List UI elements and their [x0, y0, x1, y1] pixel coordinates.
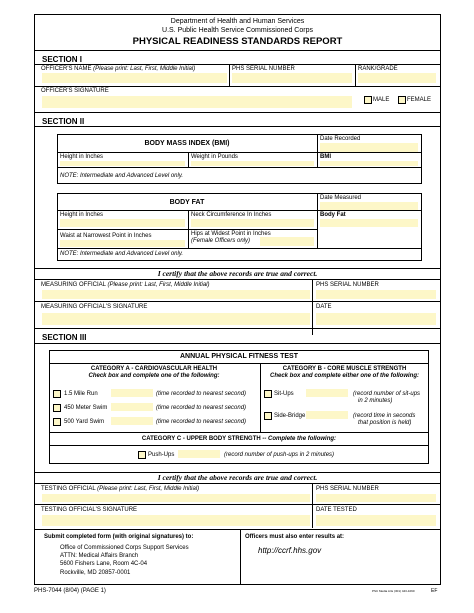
phs-serial-label: PHS SERIAL NUMBER — [232, 66, 295, 72]
run-label: 1.5 Mile Run — [64, 391, 98, 397]
date-tested-field[interactable] — [316, 515, 436, 526]
swim500-checkbox[interactable] — [53, 418, 61, 426]
waist-label: Waist at Narrowest Point in Inches — [60, 233, 152, 239]
sidebridge-label: Side-Bridge — [274, 413, 306, 419]
submit-label: Submit completed form (with original signatures) to: — [44, 534, 194, 540]
bmi-note: NOTE: Intermediate and Advanced Level only. — [60, 173, 184, 179]
officer-signature-label: OFFICER'S SIGNATURE — [41, 88, 109, 94]
ef-mark: EF — [431, 588, 438, 594]
testing-signature-label: TESTING OFFICIAL'S SIGNATURE — [41, 507, 138, 513]
corps-name: U.S. Public Health Service Commissioned Corps — [162, 27, 313, 34]
bmi-title: BODY MASS INDEX (BMI) — [144, 140, 230, 147]
bmi-date-label: Date Recorded — [320, 136, 361, 142]
swim450-time-field[interactable] — [111, 403, 153, 411]
bodyfat-note: NOTE: Intermediate and Advanced Level only. — [60, 251, 184, 257]
swim500-time-field[interactable] — [111, 417, 153, 425]
situps-hint-2: in 2 minutes) — [358, 398, 393, 404]
run-checkbox[interactable] — [53, 390, 61, 398]
hips-hint: (Female Officers only) — [191, 238, 251, 244]
submit-address-1: Office of Commissioned Corps Support Services — [60, 545, 189, 551]
section-3-heading: SECTION III — [42, 333, 87, 342]
bodyfat-label: Body Fat — [320, 212, 346, 218]
bmi-height-field[interactable] — [60, 161, 185, 166]
male-label: MALE — [373, 97, 390, 103]
testing-official-field[interactable] — [42, 494, 310, 502]
bodyfat-date-field[interactable] — [320, 202, 418, 210]
swim450-label: 450 Meter Swim — [64, 405, 108, 411]
online-label: Officers must also enter results at: — [245, 534, 345, 540]
neck-label: Neck Circumference In Inches — [191, 212, 272, 218]
testing-official-label: TESTING OFFICIAL (Please print: Last, First, Middle Initial) — [41, 486, 200, 492]
cat-b-sub: Check box and complete either one of the following: — [269, 373, 419, 379]
bodyfat-height-field[interactable] — [60, 219, 185, 227]
pushups-checkbox[interactable] — [138, 451, 146, 459]
bodyfat-field[interactable] — [320, 219, 418, 227]
sidebridge-hint-1: (record time in seconds — [353, 413, 416, 419]
situps-checkbox[interactable] — [264, 390, 272, 398]
officer-name-label: OFFICER'S NAME (Please print: Last, First, Middle Initial) — [41, 66, 196, 72]
situps-field[interactable] — [306, 389, 348, 397]
cat-a-title: CATEGORY A - CARDIOVASCULAR HEALTH — [90, 366, 218, 372]
measuring-phs-serial-label: PHS SERIAL NUMBER — [316, 282, 379, 288]
run-time-hint: (time recorded to nearest second) — [156, 391, 247, 397]
hips-field[interactable] — [260, 237, 314, 246]
sidebridge-field[interactable] — [306, 411, 348, 419]
submit-address-4: Rockville, MD 20857-0001 — [60, 570, 131, 576]
testing-signature-field[interactable] — [42, 515, 310, 526]
fitness-test-title: ANNUAL PHYSICAL FITNESS TEST — [180, 353, 298, 360]
cat-b-title: CATEGORY B - CORE MUSCLE STRENGTH — [282, 366, 407, 372]
swim500-time-hint: (time recorded to nearest second) — [156, 419, 247, 425]
measuring-signature-field[interactable] — [42, 313, 310, 325]
neck-field[interactable] — [191, 219, 314, 227]
run-time-field[interactable] — [111, 389, 153, 397]
officer-signature-field[interactable] — [42, 96, 352, 108]
measuring-date-label: DATE — [316, 304, 332, 310]
section-2-certify: I certify that the above records are true and correct. — [157, 269, 318, 278]
measuring-official-label: MEASURING OFFICIAL (Please print: Last, First, Middle Initial) — [41, 282, 210, 288]
section-3-certify: I certify that the above records are true and correct. — [157, 473, 318, 482]
page-title: PHYSICAL READINESS STANDARDS REPORT — [132, 36, 343, 47]
online-url[interactable]: http://ccrf.hhs.gov — [258, 546, 322, 555]
pushups-label: Push-Ups — [148, 452, 175, 458]
bodyfat-title: BODY FAT — [169, 199, 205, 206]
hips-label: Hips at Widest Point in Inches — [191, 231, 271, 237]
swim450-time-hint: (time recorded to nearest second) — [156, 405, 247, 411]
submit-address-2: ATTN: Medical Affairs Branch — [60, 553, 139, 559]
female-checkbox[interactable] — [398, 96, 406, 104]
measuring-signature-label: MEASURING OFFICIAL'S SIGNATURE — [41, 304, 148, 310]
waist-field[interactable] — [60, 240, 185, 247]
cat-c-title: CATEGORY C - UPPER BODY STRENGTH -- Complete the following: — [141, 436, 337, 442]
pushups-field[interactable] — [178, 450, 220, 458]
male-checkbox[interactable] — [364, 96, 372, 104]
swim450-checkbox[interactable] — [53, 404, 61, 412]
form-id: PHS-7044 (8/04) (PAGE 1) — [34, 588, 106, 594]
submit-address-3: 5600 Fishers Lane, Room 4C-04 — [60, 561, 148, 567]
situps-hint-1: (record number of sit-ups — [353, 391, 421, 397]
testing-phs-serial-field[interactable] — [316, 494, 436, 502]
rank-label: RANK/GRADE — [358, 66, 398, 72]
bmi-weight-label: Weight in Pounds — [191, 154, 238, 160]
sidebridge-hint-2: that position is held) — [358, 420, 412, 426]
cat-a-sub: Check box and complete one of the following: — [88, 373, 220, 379]
bmi-date-field[interactable] — [320, 143, 418, 152]
swim500-label: 500 Yard Swim — [64, 419, 105, 425]
section-2-heading: SECTION II — [42, 117, 85, 126]
bmi-field[interactable] — [320, 161, 418, 166]
media-arts: PSC Media Arts (301) 443-1090 — [372, 589, 415, 593]
bmi-height-label: Height in Inches — [60, 154, 104, 160]
measuring-phs-serial-field[interactable] — [316, 290, 436, 299]
section-1-heading: SECTION I — [42, 55, 83, 64]
pushups-hint: (record number of push-ups in 2 minutes) — [224, 452, 335, 458]
measuring-date-field[interactable] — [316, 313, 436, 325]
bmi-weight-field[interactable] — [191, 161, 314, 166]
bmi-label: BMI — [320, 154, 331, 160]
rank-field[interactable] — [358, 73, 436, 83]
measuring-official-field[interactable] — [42, 290, 310, 299]
officer-name-field[interactable] — [42, 73, 227, 83]
department-name: Department of Health and Human Services — [170, 18, 305, 25]
female-label: FEMALE — [407, 97, 432, 103]
testing-phs-serial-label: PHS SERIAL NUMBER — [316, 486, 379, 492]
sidebridge-checkbox[interactable] — [264, 412, 272, 420]
bodyfat-date-label: Date Measured — [320, 195, 362, 201]
date-tested-label: DATE TESTED — [316, 507, 357, 513]
bodyfat-height-label: Height in Inches — [60, 212, 104, 218]
phs-serial-field[interactable] — [232, 73, 352, 83]
situps-label: Sit-Ups — [274, 391, 294, 397]
